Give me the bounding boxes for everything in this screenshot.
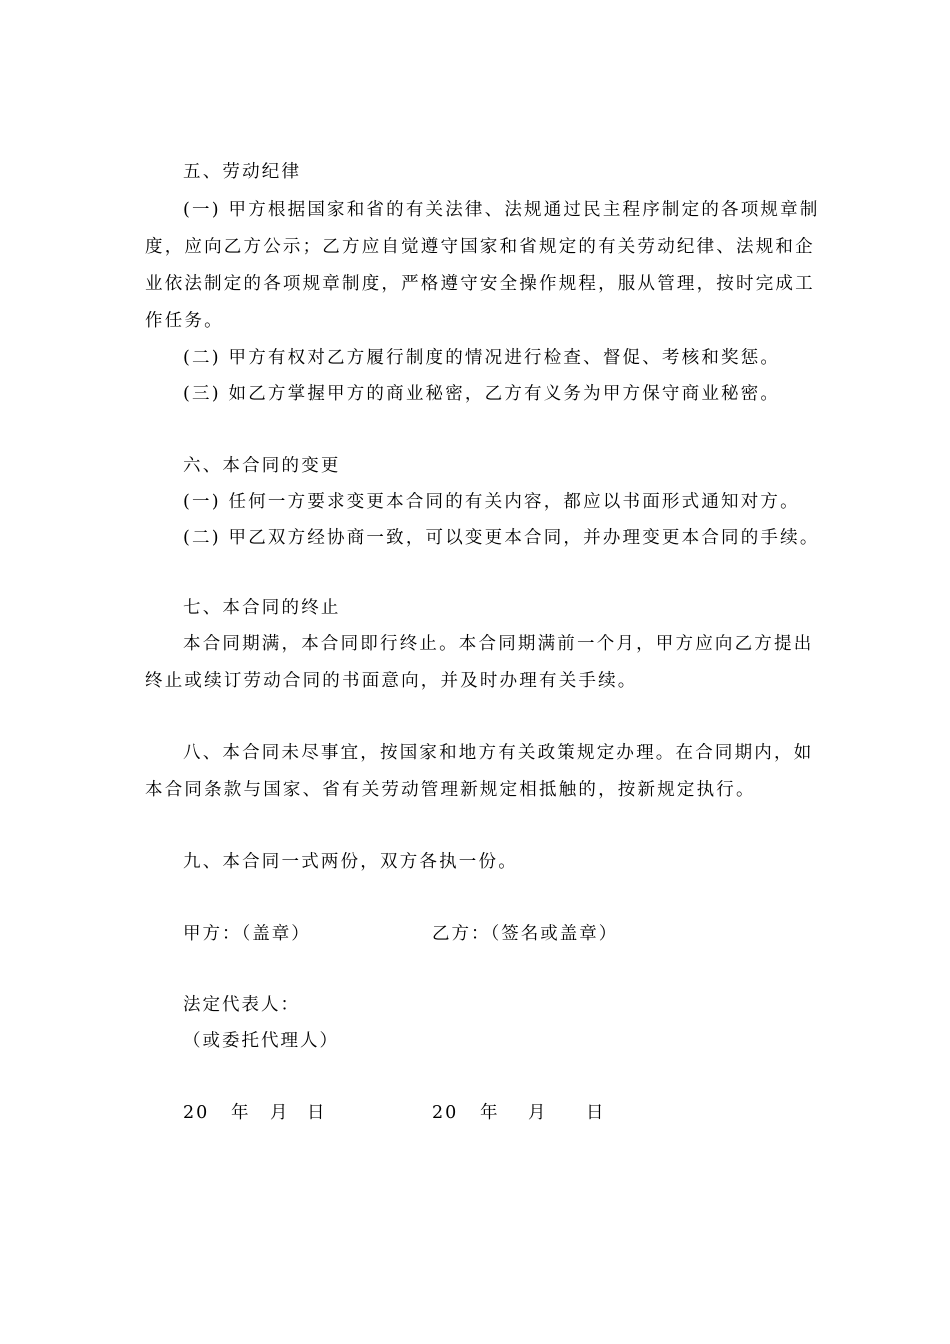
section-5-p1-line3: 业依法制定的各项规章制度，严格遵守安全操作规程，服从管理，按时完成工: [145, 274, 815, 294]
section-5-p1-line2: 度，应向乙方公示；乙方应自觉遵守国家和省规定的有关劳动纪律、法规和企: [145, 237, 815, 257]
date-b-day: 日: [586, 1103, 606, 1123]
section-8-line1: 八、本合同未尽事宜，按国家和地方有关政策规定办理。在合同期内，如: [183, 743, 814, 763]
section-5-heading: 五、劳动纪律: [183, 162, 302, 182]
section-7-heading: 七、本合同的终止: [183, 598, 341, 618]
date-a-day: 日: [307, 1103, 327, 1123]
date-b-year-prefix: 20: [432, 1103, 459, 1123]
section-6-p2: (二) 甲乙双方经协商一致，可以变更本合同，并办理变更本合同的手续。: [183, 528, 820, 548]
date-b-year: 年: [480, 1103, 500, 1123]
section-6-p1: (一) 任何一方要求变更本合同的有关内容，都应以书面形式通知对方。: [183, 492, 800, 512]
section-7-p1-line1: 本合同期满，本合同即行终止。本合同期满前一个月，甲方应向乙方提出: [183, 634, 814, 654]
section-5-p2: (二) 甲方有权对乙方履行制度的情况进行检查、督促、考核和奖惩。: [183, 348, 781, 368]
section-5-p3: (三) 如乙方掌握甲方的商业秘密，乙方有义务为甲方保守商业秘密。: [183, 384, 781, 404]
section-5-p1-line1: (一) 甲方根据国家和省的有关法律、法规通过民主程序制定的各项规章制: [183, 200, 820, 220]
agent-label: （或委托代理人）: [183, 1031, 339, 1051]
section-7-p1-line2: 终止或续订劳动合同的书面意向，并及时办理有关手续。: [145, 671, 638, 691]
section-8-line2: 本合同条款与国家、省有关劳动管理新规定相抵触的，按新规定执行。: [145, 780, 756, 800]
date-a-year-prefix: 20: [183, 1103, 210, 1123]
legal-rep-label: 法定代表人：: [183, 995, 300, 1015]
section-6-heading: 六、本合同的变更: [183, 456, 341, 476]
party-a-label: 甲方：（盖章）: [183, 924, 311, 944]
date-a-year: 年: [231, 1103, 251, 1123]
section-5-p1-line4: 作任务。: [145, 311, 224, 331]
date-b-month: 月: [528, 1103, 548, 1123]
section-9-text: 九、本合同一式两份，双方各执一份。: [183, 852, 518, 872]
date-a-month: 月: [270, 1103, 290, 1123]
party-b-label: 乙方：（签名或盖章）: [432, 924, 619, 944]
